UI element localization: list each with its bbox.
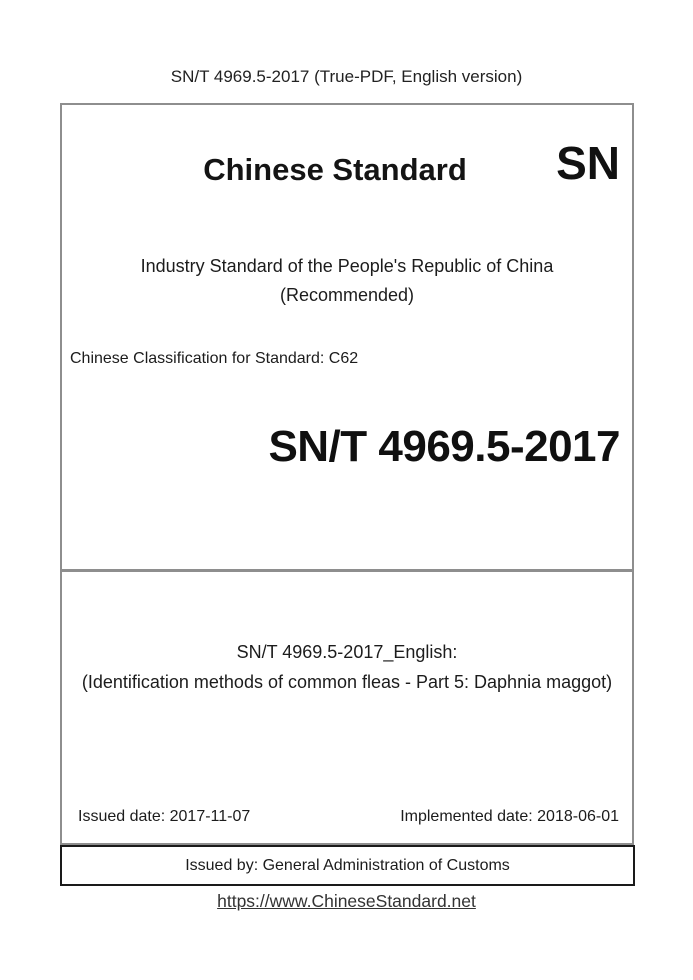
footer-link-row <box>0 889 693 913</box>
document-header-title: SN/T 4969.5-2017 (True-PDF, English version) <box>170 67 523 86</box>
implemented-date: Implemented date: 2018-06-01 <box>400 808 619 825</box>
classification-label: Chinese Classification for Standard: C62 <box>70 350 359 367</box>
standard-number: SN/T 4969.5-2017 <box>268 422 620 471</box>
brand-title: Chinese Standard <box>203 152 467 187</box>
issued-date: Issued date: 2017-11-07 <box>78 808 251 825</box>
standard-type-line1: Industry Standard of the People's Republic of China <box>140 256 554 276</box>
cover-bottom-section <box>62 572 632 840</box>
english-title-block <box>62 638 632 697</box>
sn-logo: SN <box>556 137 620 189</box>
cover-top-section <box>62 105 632 572</box>
cover-main-box <box>60 103 634 845</box>
website-link[interactable]: https://www.ChineseStandard.net <box>217 891 476 911</box>
standard-type-line2: (Recommended) <box>279 285 415 305</box>
issuer-box <box>60 845 635 886</box>
english-title-line1: SN/T 4969.5-2017_English: <box>236 642 458 662</box>
standard-type-block <box>62 252 632 310</box>
english-title-line2: (Identification methods of common fleas - Part 5: Daphnia maggot) <box>81 671 613 692</box>
issuer-label: Issued by: General Administration of Customs <box>185 856 510 874</box>
dates-row <box>78 807 619 827</box>
